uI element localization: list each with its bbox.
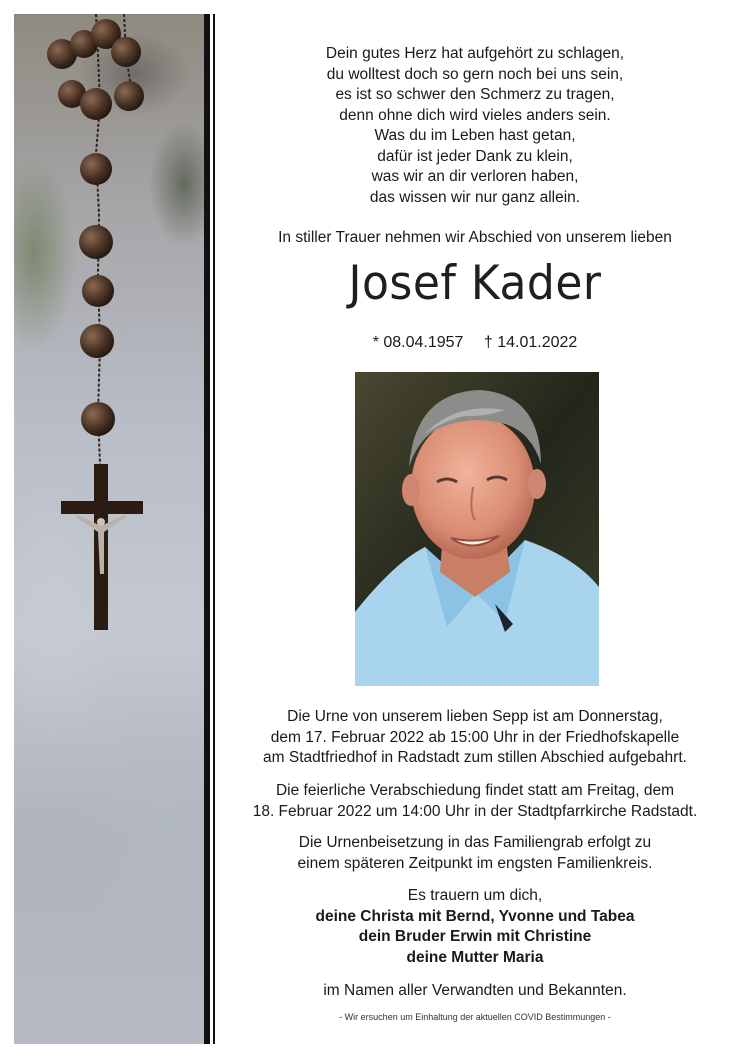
poem-line: denn ohne dich wird vieles anders sein. bbox=[339, 106, 611, 124]
farewell-notice bbox=[225, 781, 725, 822]
poem-line: es ist so schwer den Schmerz zu tragen, bbox=[335, 86, 615, 103]
mourner-line: dein Bruder Erwin mit Christine bbox=[358, 928, 592, 945]
mourners-intro: Es trauern um dich, bbox=[407, 887, 543, 904]
farewell-notice-line: 18. Februar 2022 um 14:00 Uhr in der Stadtpfarrkirche Radstadt. bbox=[252, 802, 698, 820]
rosary-crucifix-illustration bbox=[14, 14, 204, 1044]
portrait-photo bbox=[355, 372, 599, 686]
burial-notice-line: einem späteren Zeitpunkt im engsten Familienkreis. bbox=[297, 854, 653, 872]
portrait-illustration bbox=[355, 372, 599, 686]
mourner-line: deine Christa mit Bernd, Yvonne und Tabea bbox=[315, 907, 635, 925]
burial-notice-line: Die Urnenbeisetzung in das Familiengrab erfolgt zu bbox=[298, 834, 652, 851]
burial-notice bbox=[225, 833, 725, 874]
mourner-line: deine Mutter Maria bbox=[406, 948, 544, 966]
rosary-image bbox=[14, 14, 204, 1044]
covid-footnote: - Wir ersuchen um Einhaltung der aktuellen COVID Bestimmungen - bbox=[339, 1012, 611, 1022]
life-dates bbox=[225, 334, 725, 352]
poem-line: dafür ist jeder Dank zu klein, bbox=[377, 147, 573, 165]
urn-notice bbox=[225, 707, 725, 769]
urn-notice-line: dem 17. Februar 2022 ab 15:00 Uhr in der Friedhofskapelle bbox=[270, 728, 680, 746]
farewell-notice-line: Die feierliche Verabschiedung findet statt am Freitag, dem bbox=[275, 782, 675, 799]
deceased-name: Josef Kader bbox=[348, 255, 602, 312]
poem-line: du wolltest doch so gern noch bei uns sein, bbox=[326, 65, 624, 83]
poem bbox=[225, 44, 725, 208]
relatives-line: im Namen aller Verwandten und Bekannten. bbox=[323, 982, 627, 999]
death-date: † 14.01.2022 bbox=[483, 334, 578, 351]
urn-notice-line: Die Urne von unserem lieben Sepp ist am Donnerstag, bbox=[287, 708, 663, 725]
poem-line: Dein gutes Herz hat aufgehört zu schlagen, bbox=[325, 45, 625, 62]
divider-line bbox=[213, 14, 215, 1044]
divider-bar bbox=[204, 14, 210, 1044]
birth-date: * 08.04.1957 bbox=[372, 334, 464, 351]
poem-line: das wissen wir nur ganz allein. bbox=[369, 188, 581, 206]
urn-notice-line: am Stadtfriedhof in Radstadt zum stillen Abschied aufgebahrt. bbox=[263, 749, 687, 766]
poem-line: Was du im Leben hast getan, bbox=[374, 127, 576, 144]
intro-text: In stiller Trauer nehmen wir Abschied von unserem lieben bbox=[278, 229, 672, 246]
poem-line: was wir an dir verloren haben, bbox=[371, 168, 579, 185]
mourners-block bbox=[225, 886, 725, 968]
